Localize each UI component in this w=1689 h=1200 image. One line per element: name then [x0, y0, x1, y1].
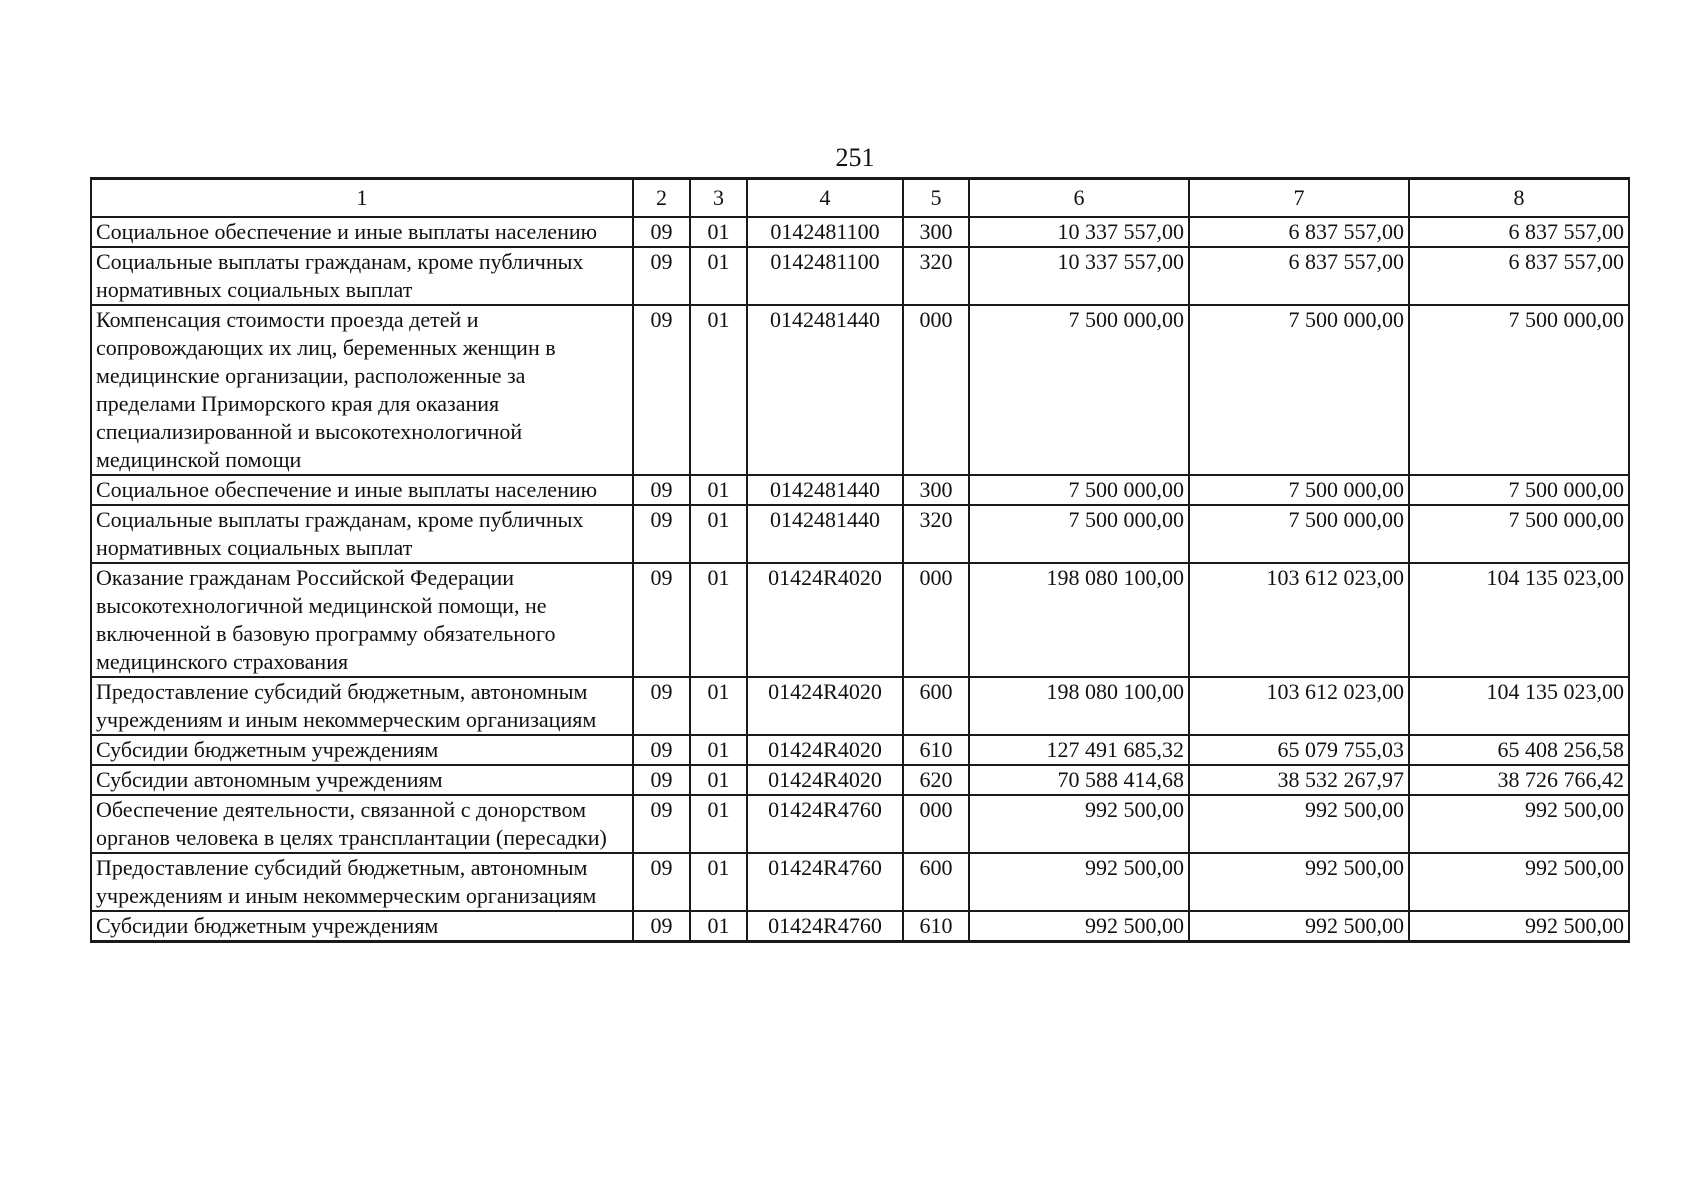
row-target-article: 01424R4760 [747, 795, 903, 853]
row-amount-col8: 7 500 000,00 [1409, 475, 1629, 505]
row-section-code: 09 [633, 735, 690, 765]
table-row [91, 475, 1629, 505]
row-name: Предоставление субсидий бюджетным, автономным учреждениям и иным некоммерческим организациям [91, 853, 633, 911]
row-subsection-code: 01 [690, 911, 747, 942]
row-expense-type: 000 [903, 305, 969, 475]
row-section-code: 09 [633, 911, 690, 942]
table-header [91, 179, 1629, 218]
row-subsection-code: 01 [690, 217, 747, 247]
row-expense-type: 320 [903, 505, 969, 563]
table-row [91, 563, 1629, 677]
row-amount-col6: 198 080 100,00 [969, 563, 1189, 677]
column-header: 5 [903, 179, 969, 218]
table-row [91, 911, 1629, 942]
row-amount-col8: 104 135 023,00 [1409, 677, 1629, 735]
row-amount-col6: 992 500,00 [969, 853, 1189, 911]
row-section-code: 09 [633, 853, 690, 911]
row-subsection-code: 01 [690, 677, 747, 735]
row-expense-type: 600 [903, 853, 969, 911]
row-subsection-code: 01 [690, 563, 747, 677]
row-section-code: 09 [633, 217, 690, 247]
row-expense-type: 000 [903, 563, 969, 677]
row-target-article: 0142481440 [747, 475, 903, 505]
row-amount-col7: 992 500,00 [1189, 853, 1409, 911]
row-target-article: 0142481100 [747, 247, 903, 305]
row-amount-col6: 198 080 100,00 [969, 677, 1189, 735]
row-target-article: 01424R4020 [747, 735, 903, 765]
row-amount-col8: 7 500 000,00 [1409, 305, 1629, 475]
row-amount-col6: 70 588 414,68 [969, 765, 1189, 795]
row-amount-col6: 992 500,00 [969, 795, 1189, 853]
row-name: Обеспечение деятельности, связанной с донорством органов человека в целях трансплантации (пересадки) [91, 795, 633, 853]
row-expense-type: 320 [903, 247, 969, 305]
row-amount-col7: 65 079 755,03 [1189, 735, 1409, 765]
row-name: Субсидии бюджетным учреждениям [91, 911, 633, 942]
row-expense-type: 620 [903, 765, 969, 795]
row-subsection-code: 01 [690, 735, 747, 765]
row-target-article: 01424R4020 [747, 677, 903, 735]
row-amount-col8: 992 500,00 [1409, 911, 1629, 942]
row-amount-col7: 103 612 023,00 [1189, 677, 1409, 735]
row-target-article: 01424R4020 [747, 765, 903, 795]
row-subsection-code: 01 [690, 853, 747, 911]
table-row [91, 505, 1629, 563]
page-number: 251 [835, 143, 875, 172]
row-amount-col8: 38 726 766,42 [1409, 765, 1629, 795]
row-expense-type: 610 [903, 911, 969, 942]
row-section-code: 09 [633, 795, 690, 853]
row-name: Компенсация стоимости проезда детей и сопровождающих их лиц, беременных женщин в медицинские организации, расположенные за пределами Приморского края для оказания специализированной и высокотехнологичной медицинской помощи [91, 305, 633, 475]
row-section-code: 09 [633, 677, 690, 735]
column-header: 7 [1189, 179, 1409, 218]
row-subsection-code: 01 [690, 765, 747, 795]
row-section-code: 09 [633, 475, 690, 505]
row-name: Предоставление субсидий бюджетным, автономным учреждениям и иным некоммерческим организациям [91, 677, 633, 735]
row-target-article: 01424R4020 [747, 563, 903, 677]
row-name: Социальные выплаты гражданам, кроме публичных нормативных социальных выплат [91, 505, 633, 563]
row-expense-type: 300 [903, 217, 969, 247]
column-header: 2 [633, 179, 690, 218]
row-target-article: 0142481100 [747, 217, 903, 247]
row-subsection-code: 01 [690, 247, 747, 305]
row-name: Субсидии бюджетным учреждениям [91, 735, 633, 765]
table-body [91, 217, 1629, 942]
row-amount-col8: 6 837 557,00 [1409, 247, 1629, 305]
row-target-article: 0142481440 [747, 505, 903, 563]
row-subsection-code: 01 [690, 505, 747, 563]
row-amount-col6: 10 337 557,00 [969, 247, 1189, 305]
row-expense-type: 610 [903, 735, 969, 765]
row-section-code: 09 [633, 765, 690, 795]
row-amount-col6: 127 491 685,32 [969, 735, 1189, 765]
row-target-article: 01424R4760 [747, 911, 903, 942]
row-name: Оказание гражданам Российской Федерации высокотехнологичной медицинской помощи, не включенной в базовую программу обязательного медицинского страхования [91, 563, 633, 677]
row-amount-col6: 7 500 000,00 [969, 505, 1189, 563]
row-amount-col8: 6 837 557,00 [1409, 217, 1629, 247]
row-section-code: 09 [633, 505, 690, 563]
row-amount-col7: 7 500 000,00 [1189, 475, 1409, 505]
row-amount-col6: 7 500 000,00 [969, 305, 1189, 475]
budget-table [90, 177, 1630, 943]
table-row [91, 677, 1629, 735]
row-target-article: 0142481440 [747, 305, 903, 475]
row-amount-col7: 103 612 023,00 [1189, 563, 1409, 677]
header-row [91, 179, 1629, 218]
row-section-code: 09 [633, 247, 690, 305]
row-amount-col8: 65 408 256,58 [1409, 735, 1629, 765]
table-row [91, 735, 1629, 765]
row-amount-col6: 10 337 557,00 [969, 217, 1189, 247]
row-subsection-code: 01 [690, 795, 747, 853]
row-target-article: 01424R4760 [747, 853, 903, 911]
row-section-code: 09 [633, 563, 690, 677]
row-expense-type: 300 [903, 475, 969, 505]
row-amount-col8: 992 500,00 [1409, 853, 1629, 911]
row-amount-col8: 104 135 023,00 [1409, 563, 1629, 677]
row-subsection-code: 01 [690, 305, 747, 475]
row-amount-col8: 992 500,00 [1409, 795, 1629, 853]
row-amount-col7: 38 532 267,97 [1189, 765, 1409, 795]
row-amount-col7: 6 837 557,00 [1189, 247, 1409, 305]
row-amount-col7: 7 500 000,00 [1189, 505, 1409, 563]
column-header: 1 [91, 179, 633, 218]
table-row [91, 853, 1629, 911]
row-amount-col7: 992 500,00 [1189, 795, 1409, 853]
table-row [91, 217, 1629, 247]
row-name: Социальные выплаты гражданам, кроме публичных нормативных социальных выплат [91, 247, 633, 305]
row-amount-col8: 7 500 000,00 [1409, 505, 1629, 563]
table-row [91, 247, 1629, 305]
row-expense-type: 000 [903, 795, 969, 853]
row-amount-col7: 992 500,00 [1189, 911, 1409, 942]
row-section-code: 09 [633, 305, 690, 475]
table-row [91, 765, 1629, 795]
row-name: Социальное обеспечение и иные выплаты населению [91, 475, 633, 505]
row-amount-col6: 7 500 000,00 [969, 475, 1189, 505]
table-row [91, 795, 1629, 853]
column-header: 6 [969, 179, 1189, 218]
row-amount-col7: 7 500 000,00 [1189, 305, 1409, 475]
column-header: 8 [1409, 179, 1629, 218]
row-amount-col6: 992 500,00 [969, 911, 1189, 942]
column-header: 3 [690, 179, 747, 218]
row-name: Социальное обеспечение и иные выплаты населению [91, 217, 633, 247]
column-header: 4 [747, 179, 903, 218]
table-row [91, 305, 1629, 475]
row-name: Субсидии автономным учреждениям [91, 765, 633, 795]
row-expense-type: 600 [903, 677, 969, 735]
row-subsection-code: 01 [690, 475, 747, 505]
row-amount-col7: 6 837 557,00 [1189, 217, 1409, 247]
